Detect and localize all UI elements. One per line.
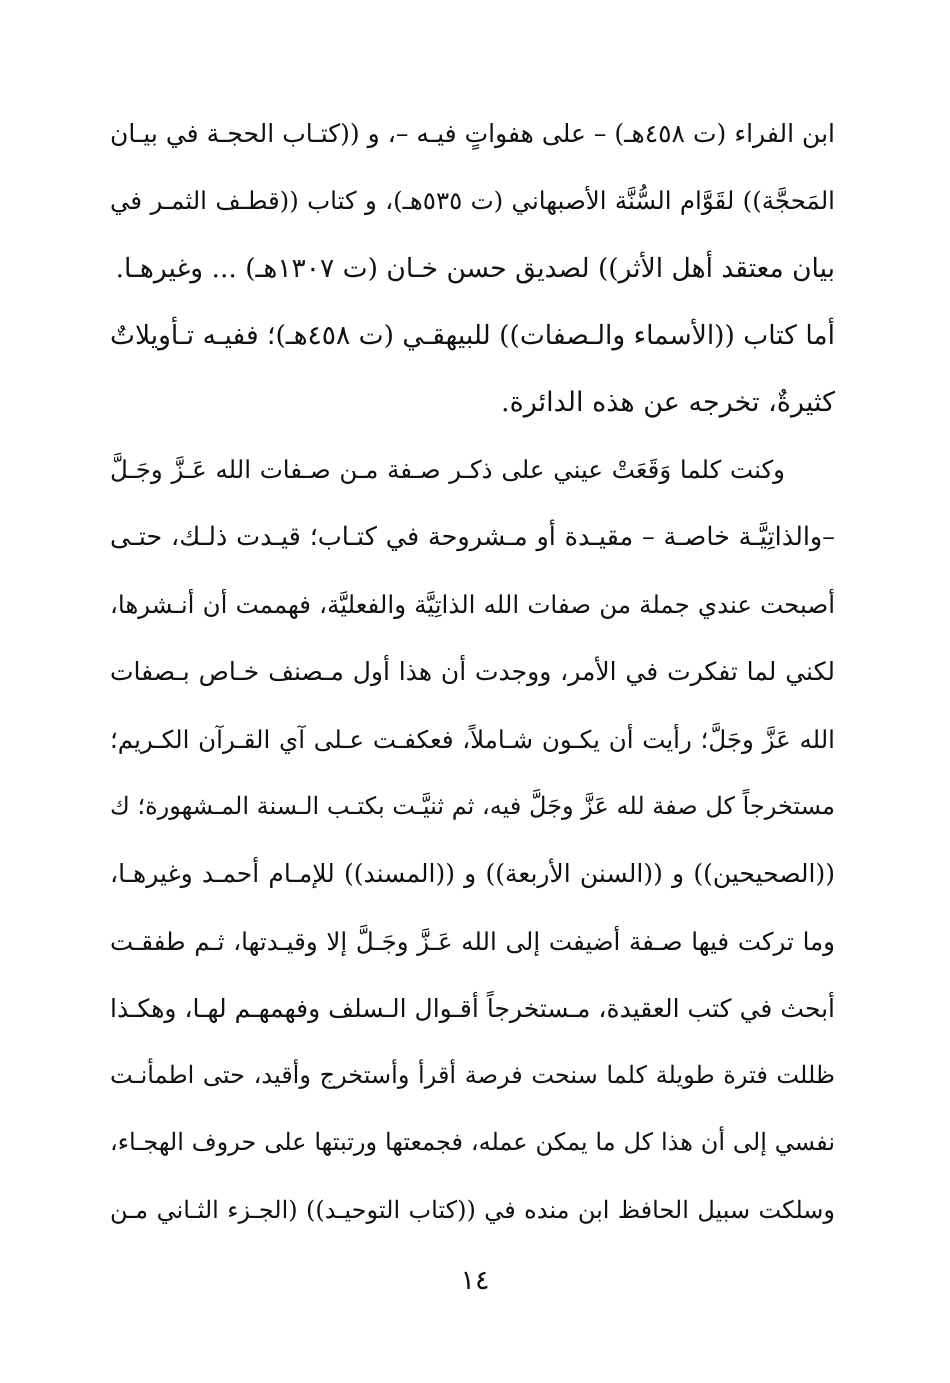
text-line: أبحث في كتب العقيدة، مـستخرجاً أقـوال الـسلف وفهمهـم لهـا، وهكـذا [110, 993, 835, 1023]
page-number: ١٤ [460, 1265, 490, 1296]
text-line: الله عَزَّ وجَلَّ؛ رأيت أن يكـون شـاملاً، فعكفـت عـلى آي القـرآن الكـريم؛ [110, 724, 835, 754]
text-line: بيان معتقد أهل الأثر)) لصديق حسن خـان (ت ١٣٠٧هـ) ... وغيرهـا. [115, 252, 835, 284]
text-line: نفسي إلى أن هذا كل ما يمكن عمله، فجمعتها ورتبتها على حروف الهجـاء، [110, 1128, 835, 1157]
text-line: ظللت فترة طويلة كلما سنحت فرصة أقرأ وأستخرج وأقيد، حتى اطمأنـت [110, 1061, 835, 1090]
text-line: وكنت كلما وَقَعَتْ عيني على ذكـر صـفة مـن صـفات الله عَـزَّ وجَـلَّ [110, 455, 785, 485]
text-line: وسلكت سبيل الحافظ ابن منده في ((كتاب التوحيـد)) (الجـزء الثـاني مـن [110, 1195, 835, 1224]
text-line: ابن الفراء (ت ٤٥٨هـ) – على هفواتٍ فيـه –، و ((كتـاب الحجـة في بيـان [110, 119, 835, 148]
text-line: أما كتاب ((الأسماء والـصفات)) للبيهقـي (ت ٤٥٨هـ)؛ ففيـه تـأويلاتٌ [110, 319, 835, 351]
text-line: المَحجَّة)) لقَوَّام السُّنَّة الأصبهاني (ت ٥٣٥هـ)، و كتاب ((قطـف الثمـر في [110, 186, 835, 216]
text-line: –والذاتِيَّـة خاصـة – مقيـدة أو مـشروحة في كتـاب؛ قيـدت ذلـك، حتـى [110, 521, 835, 552]
body-text [110, 100, 835, 1244]
text-line: كثيرةٌ، تخرجه عن هذه الدائرة. [500, 387, 835, 419]
text-line: وما تركت فيها صـفة أضيفت إلى الله عَـزَّ وجَـلَّ إلا وقيـدتها، ثـم طفقـت [110, 926, 835, 956]
text-line: لكني لما تفكرت في الأمر، ووجدت أن هذا أول مـصنف خـاص بـصفات [110, 657, 835, 687]
text-line: ((الصحيحين)) و ((السنن الأربعة)) و ((المسند)) للإمـام أحمـد وغيرهـا، [110, 859, 835, 889]
text-line: مستخرجاً كل صفة لله عَزَّ وجَلَّ فيه، ثم ثنيَّـت بكتـب الـسنة المـشهورة؛ ك [110, 791, 835, 820]
text-line: أصبحت عندي جملة من صفات الله الذاتِيَّة والفعليَّة، فهممت أن أنـشرها، [110, 590, 835, 620]
